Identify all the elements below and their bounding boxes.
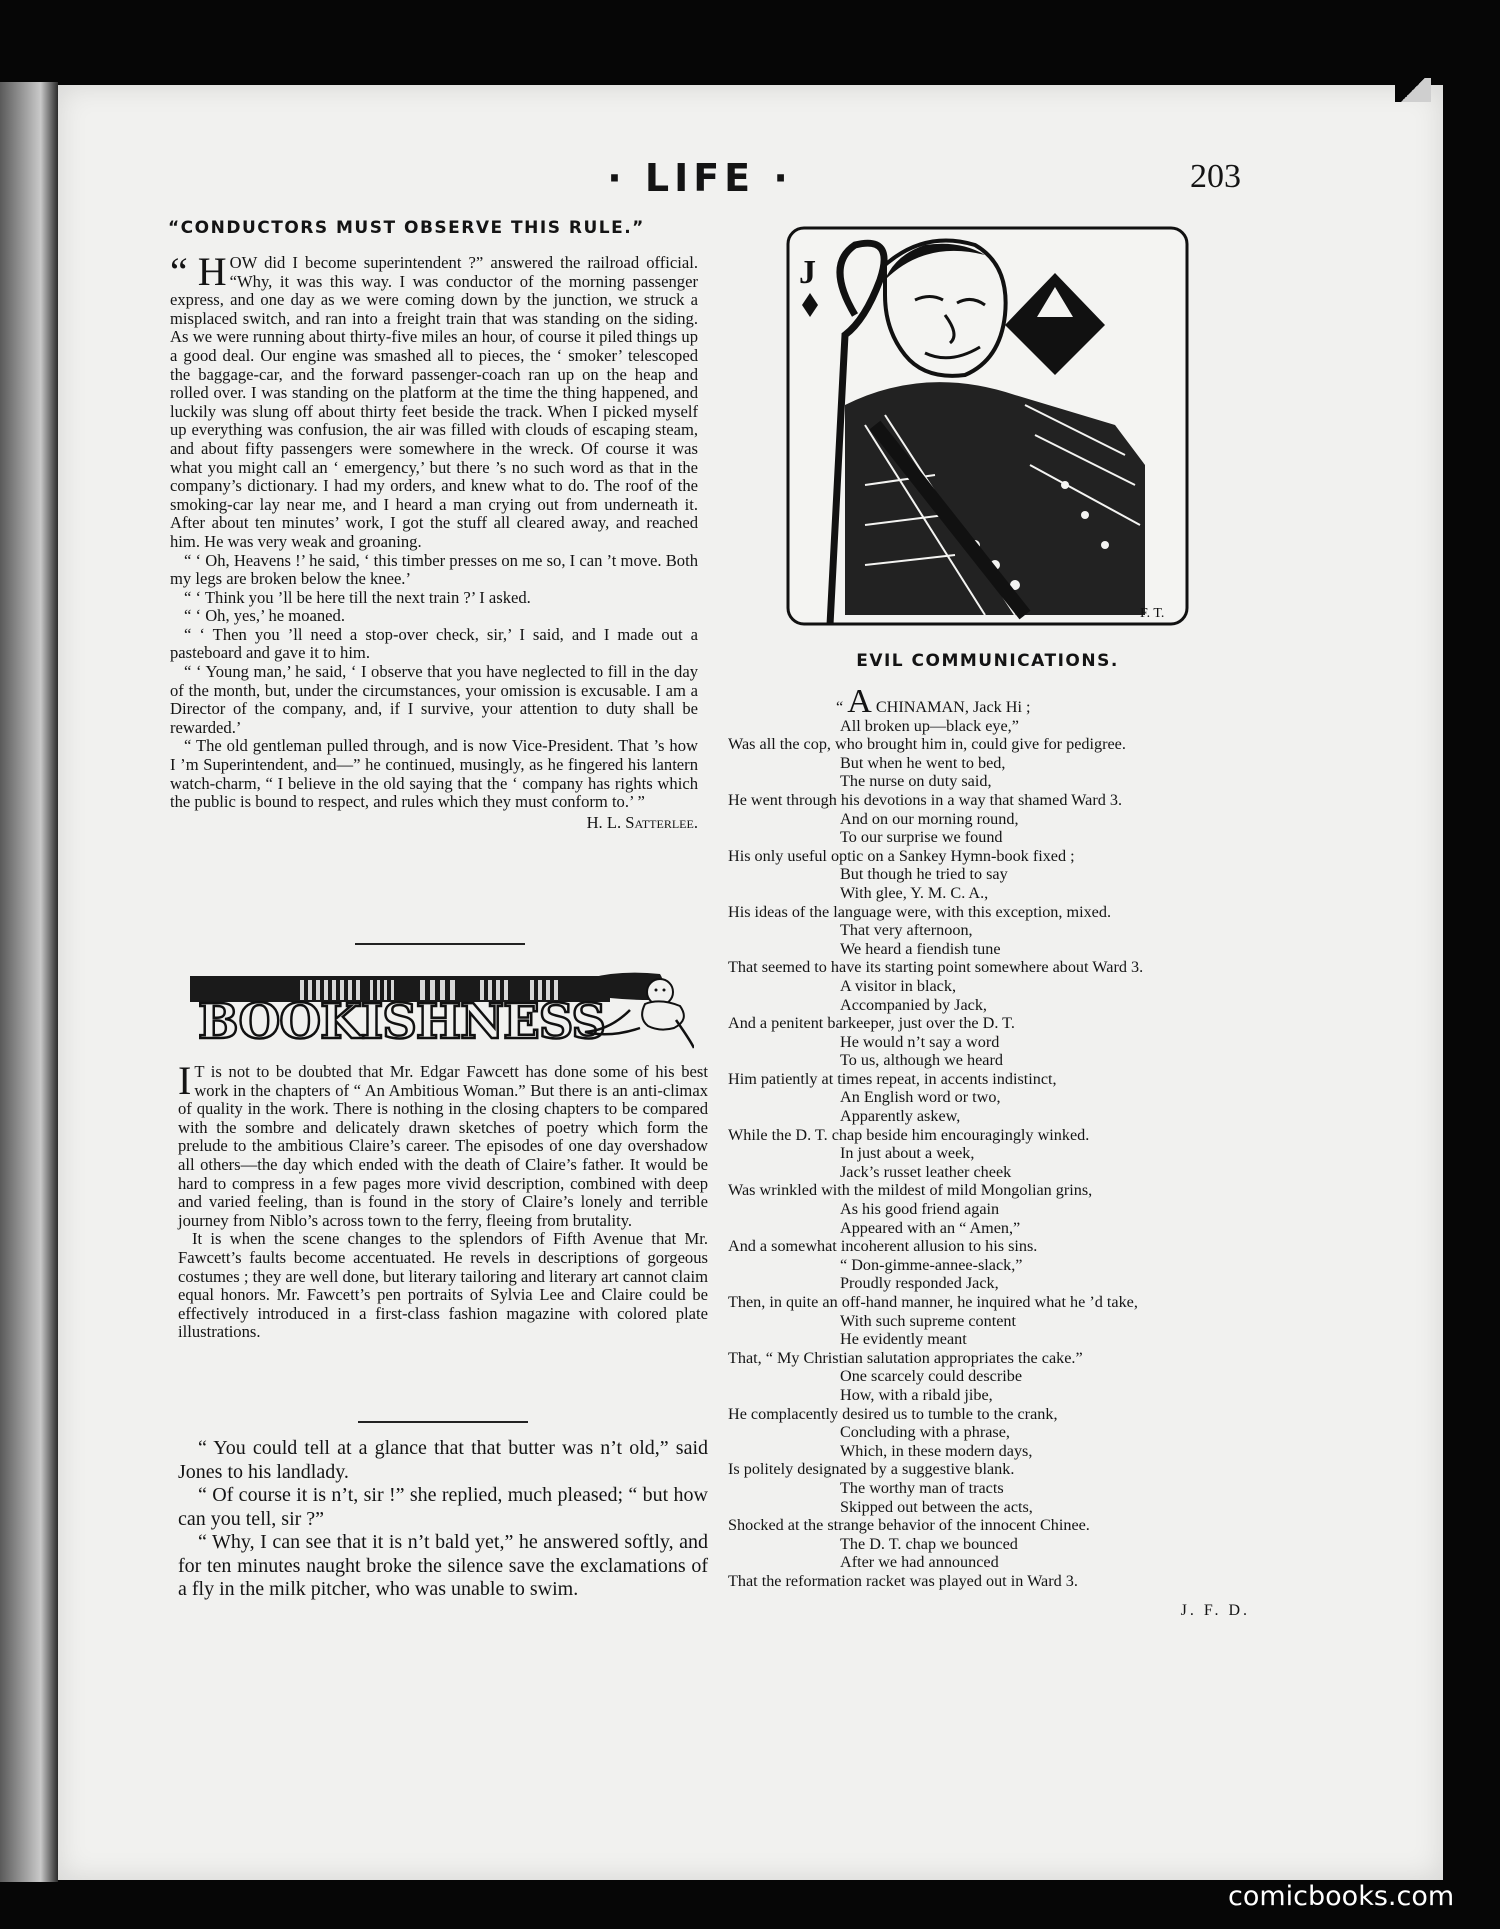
poem-line: He complacently desired us to tumble to the crank, bbox=[728, 1404, 1058, 1423]
poem-line: But though he tried to say bbox=[840, 865, 1008, 884]
poem-line: And a penitent barkeeper, just over the D. T. bbox=[728, 1014, 1015, 1033]
poem-line: The D. T. chap we bounced bbox=[840, 1534, 1018, 1553]
poem-line: A visitor in black, bbox=[840, 976, 956, 995]
article-paragraph: “ ‘ Oh, yes,’ he moaned. bbox=[184, 606, 345, 626]
drop-cap: I bbox=[178, 1058, 192, 1103]
article-title: “CONDUCTORS MUST OBSERVE THIS RULE.” bbox=[168, 218, 645, 238]
poem-signature: J. F. D. bbox=[1180, 1602, 1250, 1619]
section-divider bbox=[358, 1421, 528, 1423]
poem-drop-cap: A bbox=[847, 683, 872, 720]
poem-line: And a somewhat incoherent allusion to his sins. bbox=[728, 1237, 1038, 1256]
poem-line: Which, in these modern days, bbox=[840, 1441, 1033, 1460]
poem-line: His only useful optic on a Sankey Hymn-book fixed ; bbox=[728, 846, 1075, 865]
poem-line: He evidently meant bbox=[840, 1330, 967, 1349]
poem-line: As his good friend again bbox=[840, 1200, 1000, 1219]
article-paragraph: “ ‘ Oh, Heavens !’ he said, ‘ this timber presses on me so, I can ’t move. Both my legs are broken below the knee.’ bbox=[170, 550, 698, 589]
review-column bbox=[178, 1058, 708, 1342]
poem-line: With such supreme content bbox=[840, 1311, 1017, 1330]
article-byline: H. L. Satterlee. bbox=[586, 812, 698, 832]
joke-paragraph: “ You could tell at a glance that that butter was n’t old,” said Jones to his landlady. bbox=[178, 1437, 708, 1483]
article-paragraph: “ ‘ Think you ’ll be here till the next train ?’ I asked. bbox=[184, 587, 531, 607]
poem-line: “ Don-gimme-annee-slack,” bbox=[840, 1255, 1023, 1274]
poem-line: Jack’s russet leather cheek bbox=[840, 1162, 1012, 1181]
article-column bbox=[170, 249, 698, 832]
joke-paragraph: “ Why, I can see that it is n’t bald yet,” he answered softly, and for ten minutes naught broke the silence save the exclamations of a fly in the milk pitcher, who was unable to swim. bbox=[178, 1531, 708, 1600]
article-paragraph: “ ‘ Then you ’ll need a stop-over check, sir,’ I said, and I made out a pasteboard and gave it to him. bbox=[170, 624, 698, 663]
review-paragraph: It is when the scene changes to the splendors of Fifth Avenue that Mr. Fawcett’s faults become accentuated. He revels in descriptions of gorgeous costumes ; they are well done, but literary tailoring and literary art cannot claim equal honors. Mr. Fawcett’s pen portraits of Sylvia Lee and Claire could be effectively introduced in a first-class fashion magazine with colored plate illustrations. bbox=[178, 1229, 708, 1342]
poem-line: Accompanied by Jack, bbox=[840, 995, 987, 1014]
article-paragraph: “ The old gentleman pulled through, and is now Vice-President. That ’s how I ’m Superintendent, and—” he continued, musingly, as he fingered his lantern watch-charm, “ I believe in the old saying that the ‘ company has rights which the public is bound to respect, and rules which they must conform to.’ ” bbox=[170, 736, 698, 812]
poem-line: Was wrinkled with the mildest of mild Mongolian grins, bbox=[728, 1181, 1093, 1200]
poem-line: He would n’t say a word bbox=[840, 1032, 1000, 1051]
poem-line: With glee, Y. M. C. A., bbox=[840, 883, 989, 902]
poem-line: Concluding with a phrase, bbox=[840, 1423, 1010, 1442]
page-gutter-shadow bbox=[0, 82, 58, 1882]
poem-line: While the D. T. chap beside him encouragingly winked. bbox=[728, 1125, 1090, 1144]
poem-line: But when he went to bed, bbox=[840, 753, 1006, 772]
poem-line: Skipped out between the acts, bbox=[840, 1497, 1033, 1516]
jack-of-diamonds-card-illustration bbox=[785, 225, 1190, 627]
artist-signature: F. T. bbox=[1140, 606, 1165, 621]
poem-line: And on our morning round, bbox=[840, 809, 1019, 828]
poem-line: He went through his devotions in a way that shamed Ward 3. bbox=[728, 790, 1123, 809]
article-paragraph: “ H OW did I become superintendent ?” answered the railroad official. “Why, it was this way. I was conductor of the morning passenger express, and one day as we were coming down by the junction, we struck a misplaced switch, and ran into a freight train that was standing on the siding. As we were running about thirty-five miles an hour, of course it piled things up a good deal. Our engine was smashed all to pieces, the ‘ smoker’ telescoped the baggage-car, and the forward passenger-coach ran up on the heap and rolled over. I was standing on the platform at the time the thing happened, and luckily was slung off about thirty feet beside the track. When I picked myself up everything was confusion, the air was filled with clouds of escaping steam, and about fifty passengers were somewhere in the wreck. Of course it was what you might call an ‘ emergency,’ but there ’s no such word as that in the company’s dictionary. I had my orders, and knew what to do. The roof of the smoking-car lay near me, and I heard a man crying out from underneath it. After about ten minutes’ work, I got the stuff all cleared away, and reached him. He was very weak and groaning. bbox=[170, 249, 698, 551]
poem-line: Apparently askew, bbox=[840, 1107, 961, 1126]
page-corner bbox=[1395, 78, 1431, 102]
poem-line: Was all the cop, who brought him in, could give for pedigree. bbox=[728, 735, 1126, 754]
banner-text: BOOKISHNESS bbox=[198, 994, 606, 1050]
article-paragraph: “ ‘ Young man,’ he said, ‘ I observe that you have neglected to fill in the day of the month, but, under the circumstances, your omission is excusable. I am a Director of the company, and, if I survive, your attention to duty shall be rewarded.’ bbox=[170, 662, 698, 737]
poem-line: We heard a fiendish tune bbox=[840, 939, 1001, 958]
poem-line: His ideas of the language were, with this exception, mixed. bbox=[728, 902, 1111, 921]
masthead-title: · LIFE · bbox=[607, 156, 793, 200]
poem-line: The worthy man of tracts bbox=[840, 1478, 1004, 1497]
poem-line: Then, in quite an off-hand manner, he inquired what he ’d take, bbox=[728, 1293, 1138, 1311]
poem-line: After we had announced bbox=[840, 1553, 999, 1572]
poem-line: Appeared with an “ Amen,” bbox=[840, 1218, 1021, 1237]
poem-line: An English word or two, bbox=[840, 1088, 1001, 1107]
poem-line: One scarcely could describe bbox=[840, 1367, 1023, 1386]
joke-paragraph: “ Of course it is n’t, sir !” she replied, much pleased; “ but how can you tell, sir ?” bbox=[178, 1484, 708, 1530]
poem-line: To our surprise we found bbox=[840, 828, 1003, 847]
site-watermark: comicbooks.com bbox=[1228, 1881, 1455, 1912]
poem-title: EVIL COMMUNICATIONS. bbox=[856, 651, 1119, 671]
poem-line: That, “ My Christian salutation appropriates the cake.” bbox=[728, 1348, 1083, 1367]
drop-cap: “ H bbox=[170, 249, 227, 294]
poem-line: To us, although we heard bbox=[840, 1051, 1003, 1070]
poem-line: Him patiently at times repeat, in accents indistinct, bbox=[728, 1069, 1057, 1088]
poem-line: Proudly responded Jack, bbox=[840, 1274, 999, 1293]
poem-line: All broken up—black eye,” bbox=[840, 716, 1019, 735]
section-divider bbox=[355, 943, 525, 945]
page-number: 203 bbox=[1190, 158, 1241, 195]
poem-body bbox=[728, 683, 1273, 1591]
poem-line: That very afternoon, bbox=[840, 921, 973, 940]
poem-line: Is politely designated by a suggestive blank. bbox=[728, 1460, 1015, 1479]
review-paragraph: I T is not to be doubted that Mr. Edgar Fawcett has done some of his best work in the chapters of “ An Ambitious Woman.” But there is an anti-climax of quality in the work. There is nothing in the closing chapters to be compared with the sombre and delicately drawn sketches of poetry which form the prelude to the ambitious Claire’s career. The episodes of one day overshadow all others—the day which ended with the death of Claire’s father. It would be hard to compress in a few pages more vivid description, combined with deep and varied feeling, than is found in the story of Claire’s lonely and terrible journey from Niblo’s across town to the ferry, fleeing from brutality. bbox=[178, 1058, 708, 1230]
poem-line: How, with a ribald jibe, bbox=[840, 1385, 993, 1404]
card-rank-letter: J bbox=[799, 254, 816, 291]
poem-line: In just about a week, bbox=[840, 1144, 975, 1163]
poem-line: The nurse on duty said, bbox=[840, 772, 992, 791]
poem-line: That seemed to have its starting point somewhere about Ward 3. bbox=[728, 958, 1144, 977]
poem-line: That the reformation racket was played out in Ward 3. bbox=[728, 1571, 1078, 1590]
bookishness-banner bbox=[190, 970, 694, 1050]
joke-column bbox=[178, 1437, 708, 1602]
cherub-body bbox=[642, 1001, 684, 1029]
poem-line: Shocked at the strange behavior of the innocent Chinee. bbox=[728, 1516, 1090, 1535]
poem-line: “ A CHINAMAN, Jack Hi ; bbox=[836, 683, 1031, 720]
